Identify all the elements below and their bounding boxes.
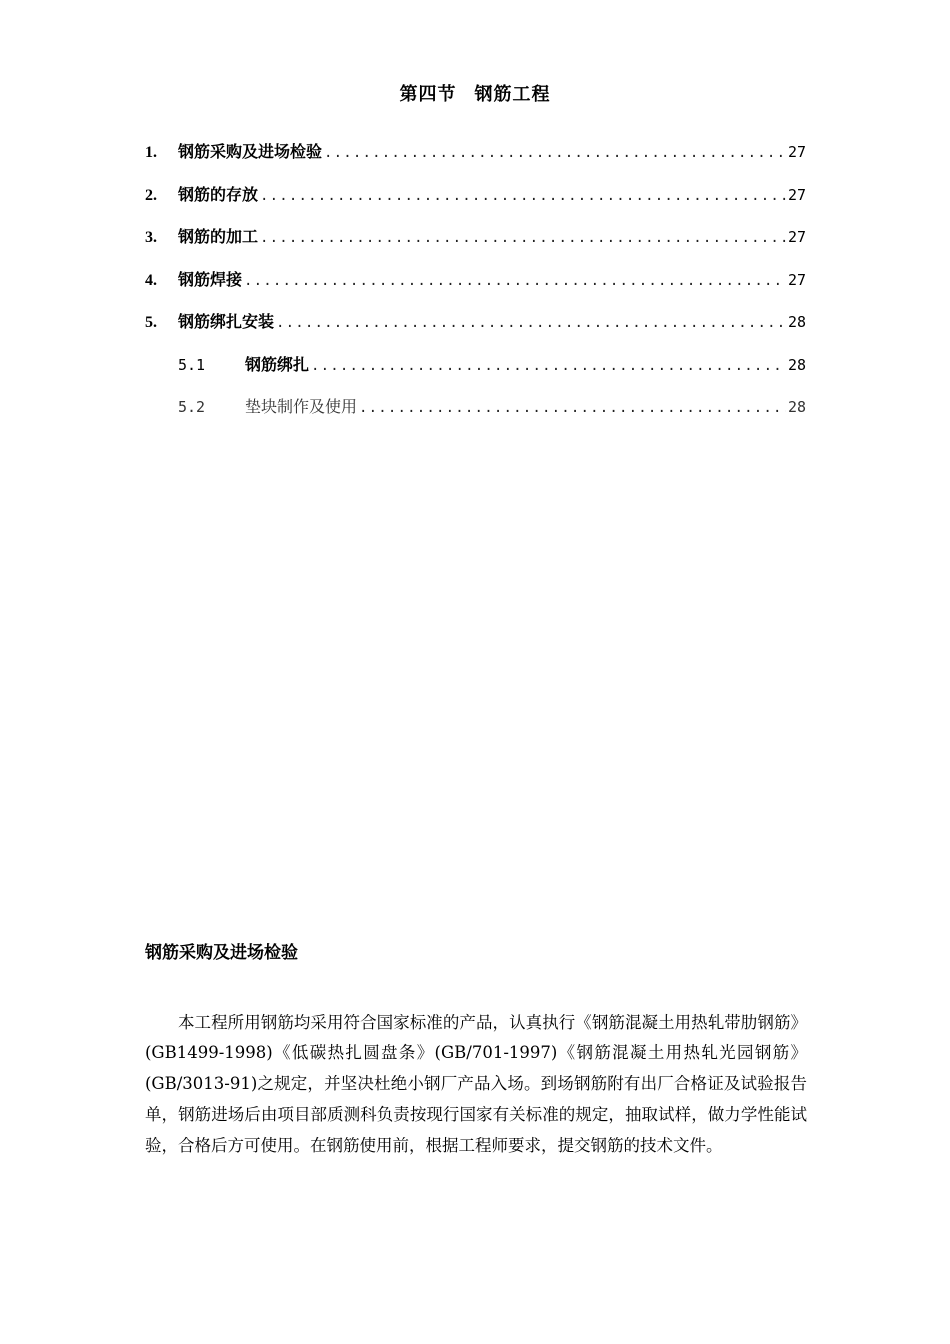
toc-item-page: 28 — [787, 313, 806, 331]
toc-item-label: 钢筋的加工 — [178, 227, 259, 246]
toc-item-page: 27 — [787, 143, 806, 161]
toc-subitem-5-1[interactable] — [145, 353, 806, 377]
toc-item-page: 27 — [787, 270, 806, 289]
toc-dot-leader — [244, 269, 786, 293]
toc-subitem-page: 28 — [787, 398, 806, 416]
toc-subitem-number: 5.1 — [178, 355, 206, 374]
toc-dot-leader — [260, 184, 786, 208]
toc-item-label: 钢筋焊接 — [178, 269, 243, 289]
table-of-contents — [145, 140, 806, 438]
toc-item-number: 3. — [145, 229, 157, 246]
toc-item-number: 2. — [145, 186, 157, 204]
toc-subitem-label: 垫块制作及使用 — [245, 397, 358, 416]
toc-item-number: 5. — [145, 314, 157, 331]
toc-item-4[interactable] — [145, 268, 806, 292]
toc-item-page: 27 — [787, 228, 806, 246]
toc-dot-leader — [260, 226, 786, 250]
page-title — [0, 80, 950, 106]
toc-dot-leader — [311, 354, 786, 378]
toc-item-label: 钢筋的存放 — [178, 184, 259, 204]
toc-item-2[interactable] — [145, 183, 806, 207]
toc-item-label: 钢筋采购及进场检验 — [178, 142, 323, 161]
toc-subitem-number: 5.2 — [178, 398, 206, 416]
toc-subitem-label: 钢筋绑扎 — [245, 354, 310, 374]
toc-item-1[interactable] — [145, 140, 806, 164]
section-heading: 钢筋采购及进场检验 — [145, 943, 298, 963]
toc-item-3[interactable] — [145, 225, 806, 249]
toc-subitem-5-2[interactable] — [145, 395, 806, 419]
title-section-name: 钢筋工程 — [474, 84, 551, 105]
toc-item-page: 27 — [787, 185, 806, 204]
title-section-number: 第四节 — [399, 84, 457, 105]
toc-item-number: 1. — [145, 144, 157, 161]
toc-subitem-page: 28 — [787, 355, 806, 374]
toc-item-5[interactable] — [145, 310, 806, 334]
toc-item-label: 钢筋绑扎安装 — [178, 312, 275, 331]
body-paragraph: 本工程所用钢筋均采用符合国家标准的产品，认真执行《钢筋混凝土用热轧带肋钢筋》(GB1499-1998)《低碳热扎圆盘条》(GB/701-1997)《钢筋混凝土用热轧光园钢筋》(GB/3013-91)之规定，并坚决杜绝小钢厂产品入场。到场钢筋附有出厂合格证及试验报告单，钢筋进场后由项目部质测科负责按现行国家有关标准的规定，抽取试样，做力学性能试验，合格后方可使用。在钢筋使用前，根据工程师要求，提交钢筋的技术文件。 — [145, 1012, 807, 1155]
toc-item-number: 4. — [145, 271, 157, 289]
toc-dot-leader — [324, 141, 786, 165]
toc-dot-leader — [359, 396, 786, 420]
toc-dot-leader — [276, 311, 786, 335]
